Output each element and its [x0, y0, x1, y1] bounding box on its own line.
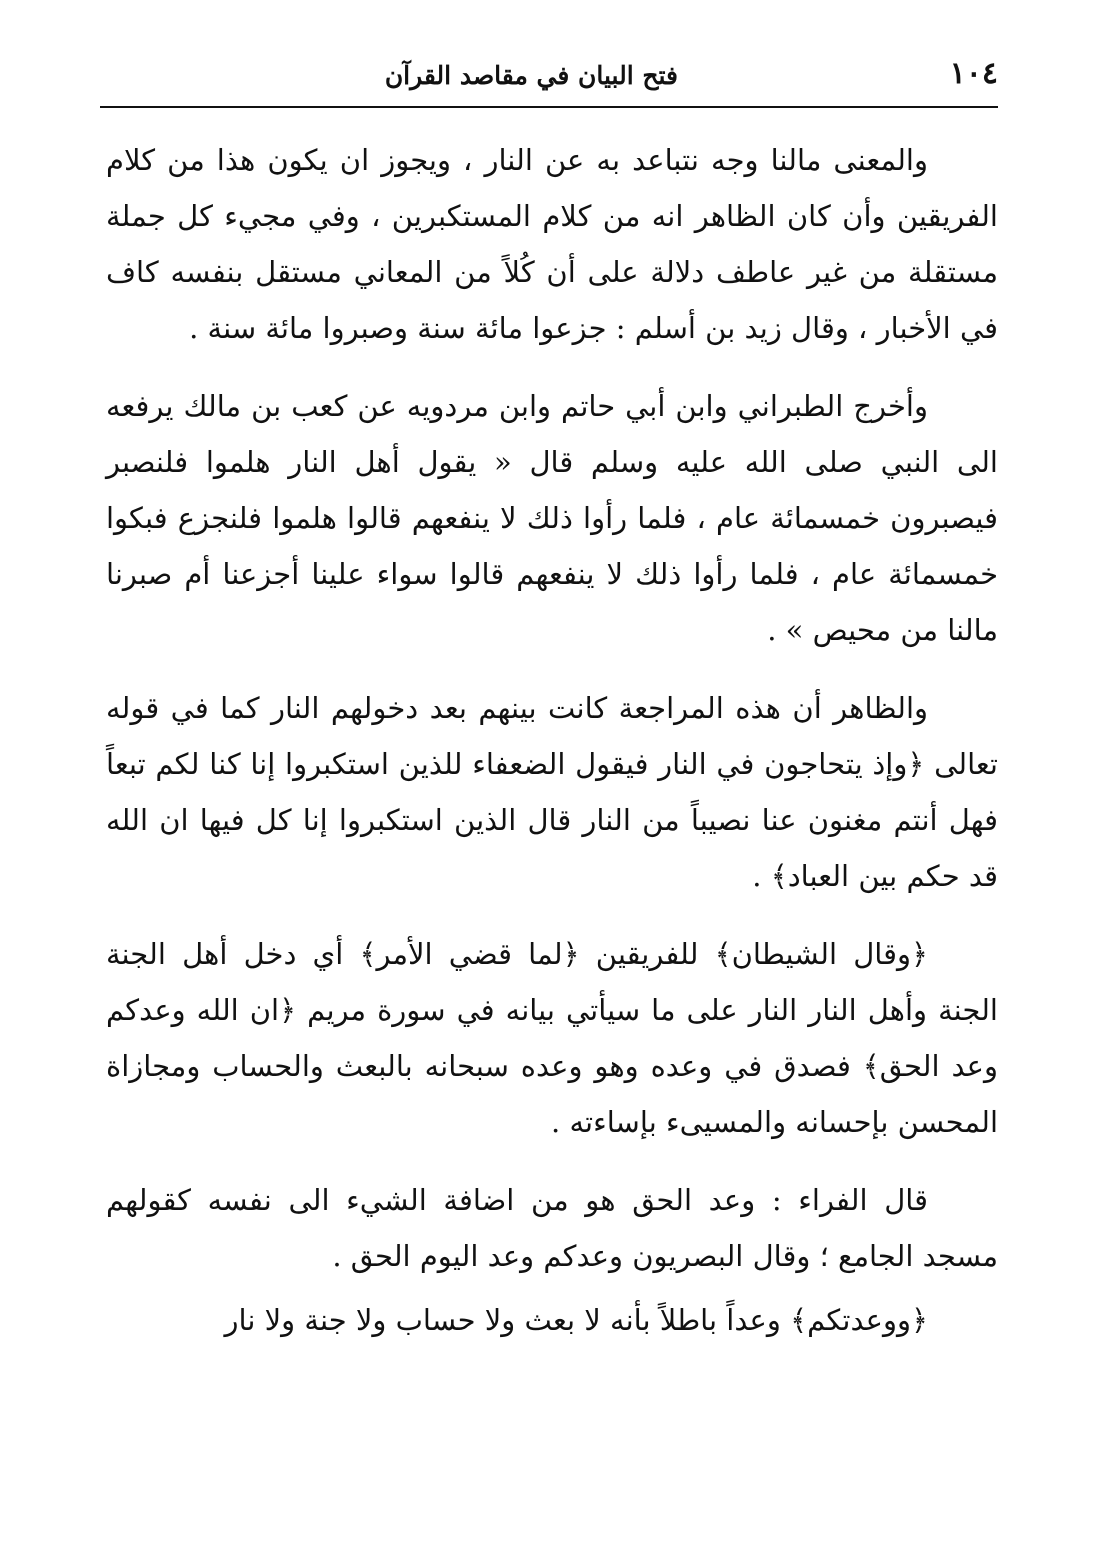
paragraph-4: ﴿وقال الشيطان﴾ للفريقين ﴿لما قضي الأمر﴾ أي دخل أهل الجنة الجنة وأهل النار النار على ما سيأتي بيانه في سورة مريم ﴿ان الله وعدكم وعد الحق﴾ فصدق في وعده وهو وعده سبحانه بالبعث والحساب ومجازاة المحسن بإحسانه والمسيىء بإساءته .: [106, 937, 998, 1139]
body-text: [106, 132, 998, 1348]
paragraph-1: والمعنى مالنا وجه نتباعد به عن النار ، ويجوز ان يكون هذا من كلام الفريقين وأن كان الظاهر انه من كلام المستكبرين ، وفي مجيء كل جملة مستقلة من غير عاطف دلالة على أن كُلاً من المعاني مستقل بنفسه كاف في الأخبار ، وقال زيد بن أسلم : جزعوا مائة سنة وصبروا مائة سنة .: [106, 143, 998, 345]
running-head: [100, 52, 998, 102]
paragraph-2: وأخرج الطبراني وابن أبي حاتم وابن مردويه عن كعب بن مالك يرفعه الى النبي صلى الله عليه وسلم قال « يقول أهل النار هلموا فلنصبر فيصبرون خمسمائة عام ، فلما رأوا ذلك لا ينفعهم قالوا هلموا فلنجزع فبكوا خمسمائة عام ، فلما رأوا ذلك لا ينفعهم قالوا سواء علينا أجزعنا أم صبرنا مالنا من محيص » .: [106, 389, 998, 647]
paragraph-3: والظاهر أن هذه المراجعة كانت بينهم بعد دخولهم النار كما في قوله تعالى ﴿وإذ يتحاجون في النار فيقول الضعفاء للذين استكبروا إنا كنا لكم تبعاً فهل أنتم مغنون عنا نصيباً من النار قال الذين استكبروا إنا كل فيها ان الله قد حكم بين العباد﴾ .: [106, 691, 998, 893]
paragraph-5: قال الفراء : وعد الحق هو من اضافة الشيء الى نفسه كقولهم مسجد الجامع ؛ وقال البصريون وعدكم وعد اليوم الحق .: [106, 1183, 998, 1273]
paragraph-6: ﴿ووعدتكم﴾ وعداً باطلاً بأنه لا بعث ولا حساب ولا جنة ولا نار: [224, 1303, 928, 1337]
page-number: ١٠٤: [949, 56, 998, 91]
header-rule: [100, 106, 998, 108]
running-title: فتح البيان في مقاصد القرآن: [384, 61, 678, 90]
